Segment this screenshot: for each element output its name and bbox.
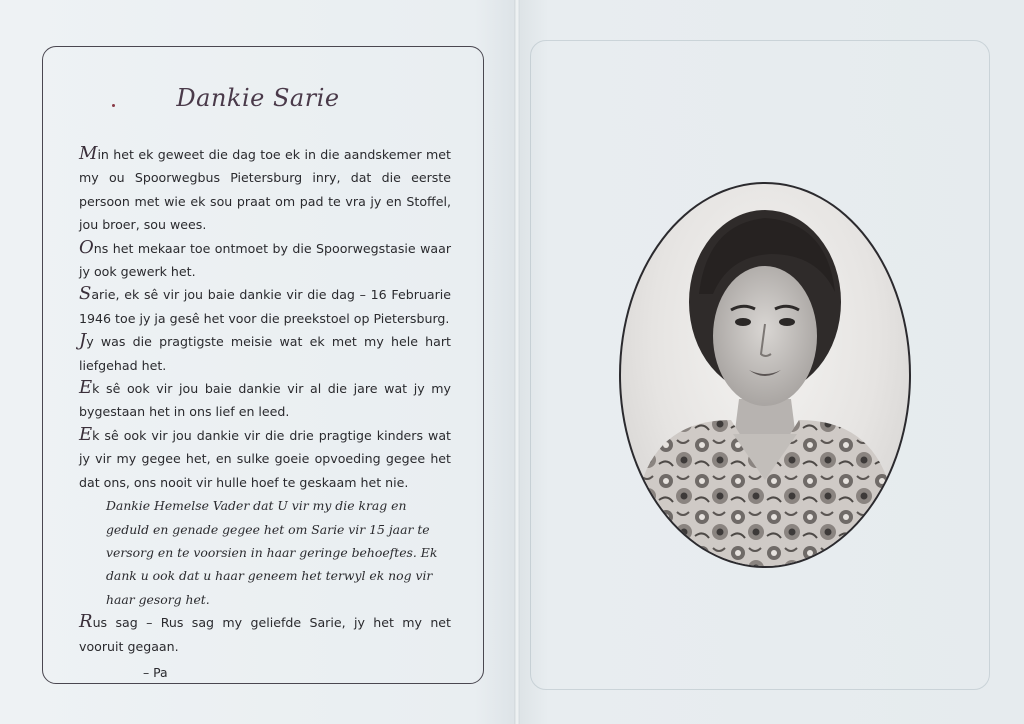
- signature: – Pa: [143, 664, 168, 680]
- paragraph-1: [79, 143, 451, 237]
- drop-initial: S: [79, 283, 92, 305]
- paragraph-text: k sê ook vir jou dankie vir die drie pragtige kinders wat jy vir my gegee het, en sulke goeie opvoeding gegee het dat ons, ons nooit vir hulle hoef te geskaam het nie.: [79, 427, 451, 490]
- paragraph-6: [79, 424, 451, 494]
- paragraph-3: [79, 283, 451, 330]
- drop-initial: E: [79, 377, 93, 399]
- drop-initial: J: [79, 330, 87, 352]
- drop-initial: E: [79, 423, 93, 445]
- drop-initial: R: [79, 611, 93, 633]
- paragraph-text: arie, ek sê vir jou baie dankie vir die dag – 16 Februarie 1946 toe jy ja gesê het voor die preekstoel op Pietersburg.: [79, 287, 451, 326]
- drop-initial: O: [79, 236, 94, 258]
- prayer-text: Dankie Hemelse Vader dat U vir my die krag en geduld en genade gegee het om Sarie vir 15 jaar te versorg en te voorsien in haar geringe behoeftes. Ek dank u ook dat u haar geneem het terwyl ek nog vir haar gesorg het.: [106, 498, 438, 607]
- tribute-text: [79, 143, 451, 686]
- eye-left: [735, 318, 751, 326]
- page-title: Dankie Sarie: [176, 84, 340, 112]
- paragraph-text: in het ek geweet die dag toe ek in die aandskemer met my ou Spoorwegbus Pietersburg inry, dat die eerste persoon met wie ek sou praat om pad te vra jy en Stoffel, jou broer, sou wees.: [79, 147, 451, 233]
- oval-portrait-photo: [619, 182, 911, 568]
- portrait-illustration: [621, 184, 909, 566]
- face-shape: [713, 266, 817, 406]
- paragraph-text: us sag – Rus sag my geliefde Sarie, jy het my net vooruit gegaan.: [79, 615, 451, 654]
- paragraph-text: y was die pragtigste meisie wat ek met my hele hart liefgehad het.: [79, 334, 451, 373]
- paragraph-text: ns het mekaar toe ontmoet by die Spoorwegstasie waar jy ook gewerk het.: [79, 240, 451, 280]
- paragraph-text: k sê ook vir jou baie dankie vir al die jare wat jy my bygestaan het in ons lief en leed.: [79, 381, 451, 420]
- paragraph-4: [79, 330, 451, 377]
- paragraph-5: [79, 377, 451, 424]
- closing-paragraph: [79, 611, 451, 658]
- paragraph-2: [79, 237, 451, 284]
- drop-initial: M: [79, 143, 98, 164]
- eye-right: [779, 318, 795, 326]
